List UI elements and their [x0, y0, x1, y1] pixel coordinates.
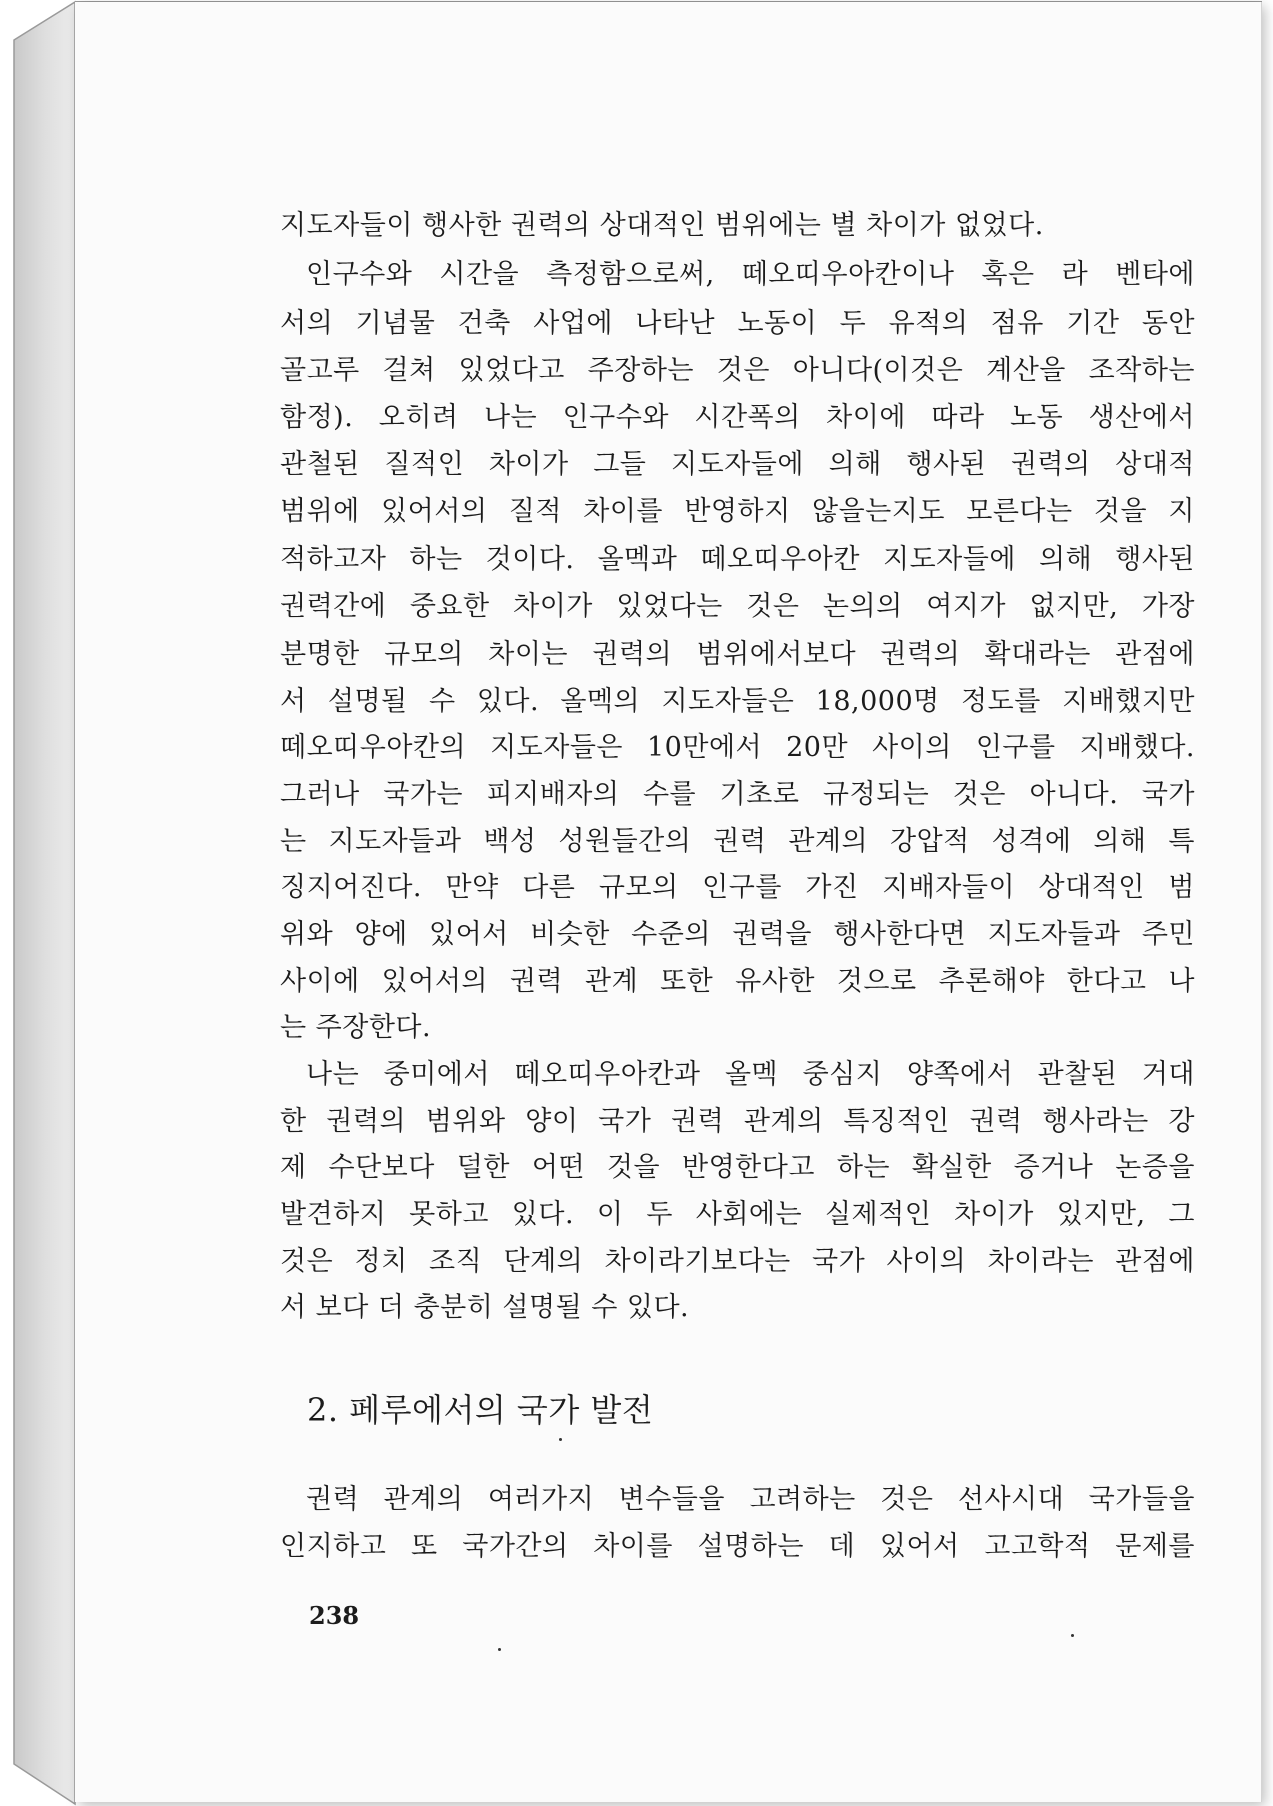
text-line: 권력간에 중요한 차이가 있었다는 것은 논의의 여지가 없지만, 가장 — [280, 591, 1195, 622]
text-line: 서 보다 더 충분히 설명될 수 있다. — [280, 1292, 690, 1323]
text-line: 한 권력의 범위와 양이 국가 권력 관계의 특징적인 권력 행사라는 강 — [280, 1106, 1195, 1137]
text-line: 범위에 있어서의 질적 차이를 반영하지 않을는지도 모른다는 것을 지 — [280, 496, 1195, 527]
print-speck — [498, 1648, 501, 1651]
text-line: 지도자들이 행사한 권력의 상대적인 범위에는 별 차이가 없었다. — [280, 210, 1044, 241]
text-line: 는 지도자들과 백성 성원들간의 권력 관계의 강압적 성격에 의해 특 — [280, 826, 1195, 857]
text-line: 함정). 오히려 나는 인구수와 시간폭의 차이에 따라 노동 생산에서 — [280, 402, 1195, 433]
text-line: 권력 관계의 여러가지 변수들을 고려하는 것은 선사시대 국가들을 — [306, 1484, 1195, 1515]
print-speck — [559, 1438, 562, 1441]
text-line: 것은 정치 조직 단계의 차이라기보다는 국가 사이의 차이라는 관점에 — [280, 1246, 1195, 1277]
text-line: 관철된 질적인 차이가 그들 지도자들에 의해 행사된 권력의 상대적 — [280, 449, 1195, 480]
text-line: 는 주장한다. — [280, 1012, 432, 1043]
text-line: 서 설명될 수 있다. 올멕의 지도자들은 18,000명 정도를 지배했지만 — [280, 686, 1195, 717]
text-line: 골고루 걸쳐 있었다고 주장하는 것은 아니다(이것은 계산을 조작하는 — [280, 355, 1195, 386]
text-line: 사이에 있어서의 권력 관계 또한 유사한 것으로 추론해야 한다고 나 — [280, 966, 1195, 997]
text-line: 징지어진다. 만약 다른 규모의 인구를 가진 지배자들이 상대적인 범 — [280, 872, 1195, 903]
text-line: 떼오띠우아칸의 지도자들은 10만에서 20만 사이의 인구를 지배했다. — [280, 732, 1195, 763]
page-number: 238 — [309, 1601, 360, 1630]
text-line: 그러나 국가는 피지배자의 수를 기초로 규정되는 것은 아니다. 국가 — [280, 779, 1195, 810]
text-line: 인구수와 시간을 측정함으로써, 떼오띠우아칸이나 혹은 라 벤타에 — [306, 259, 1195, 290]
text-line: 서의 기념물 건축 사업에 나타난 노동이 두 유적의 점유 기간 동안 — [280, 308, 1195, 339]
book-page — [75, 2, 1261, 1802]
print-speck — [1071, 1634, 1074, 1637]
text-line: 제 수단보다 덜한 어떤 것을 반영한다고 하는 확실한 증거나 논증을 — [280, 1152, 1195, 1183]
text-line: 발견하지 못하고 있다. 이 두 사회에는 실제적인 차이가 있지만, 그 — [280, 1199, 1195, 1230]
text-line: 분명한 규모의 차이는 권력의 범위에서보다 권력의 확대라는 관점에 — [280, 639, 1195, 670]
section-heading: 2. 페루에서의 국가 발전 — [307, 1391, 654, 1429]
text-line: 인지하고 또 국가간의 차이를 설명하는 데 있어서 고고학적 문제를 — [280, 1531, 1195, 1562]
text-line: 적하고자 하는 것이다. 올멕과 떼오띠우아칸 지도자들에 의해 행사된 — [280, 544, 1195, 575]
text-line: 나는 중미에서 떼오띠우아칸과 올멕 중심지 양쪽에서 관찰된 거대 — [306, 1059, 1195, 1090]
text-line: 위와 양에 있어서 비슷한 수준의 권력을 행사한다면 지도자들과 주민 — [280, 919, 1195, 950]
